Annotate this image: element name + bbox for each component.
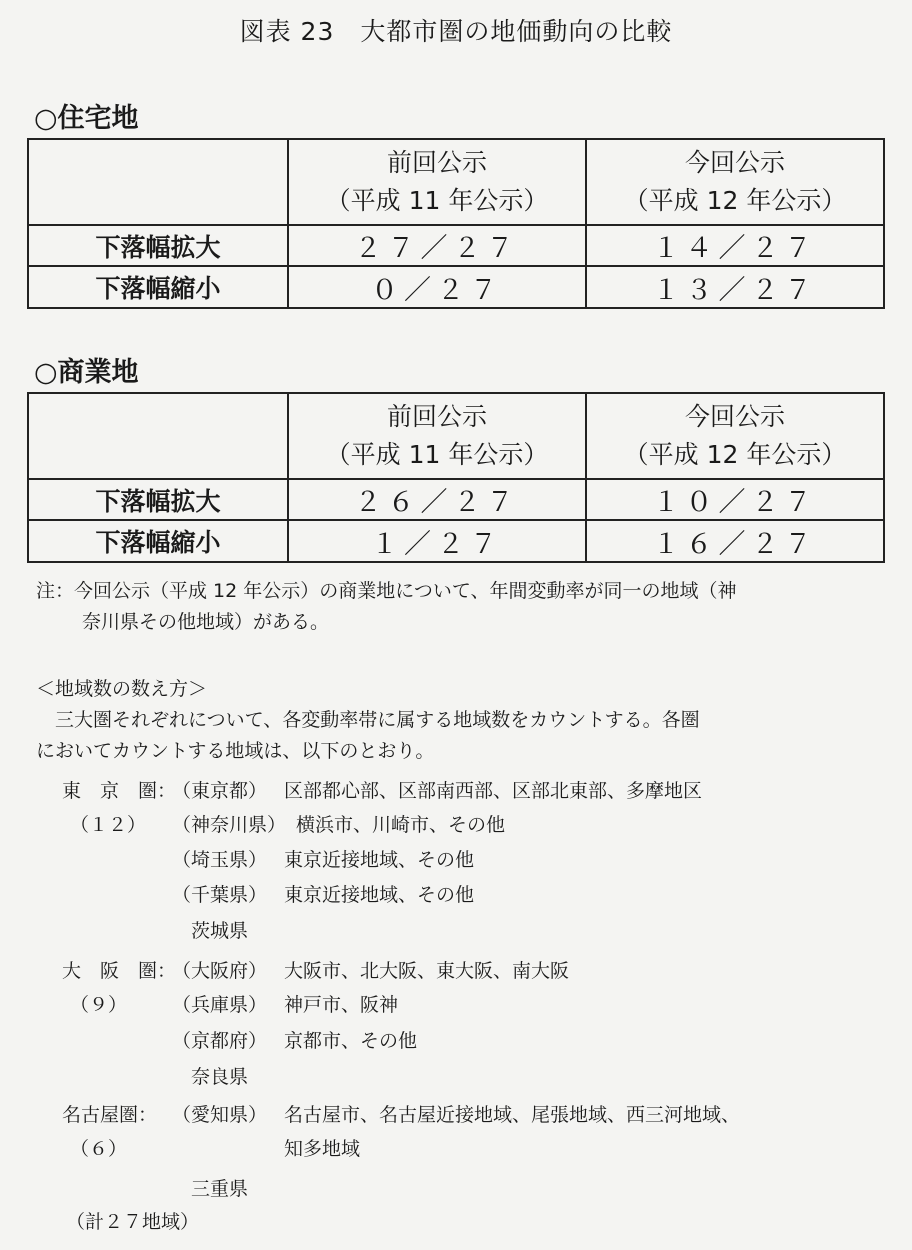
row-label: 下落幅縮小 bbox=[28, 520, 288, 562]
region-count-nagoya: （６） bbox=[70, 1138, 128, 1160]
areas: 区部都心部、区部南西部、区部北東部、多摩地区 bbox=[284, 780, 703, 802]
table-row bbox=[28, 479, 884, 520]
table-header-row bbox=[28, 393, 884, 479]
region-label-osaka: 大 阪 圏： bbox=[62, 960, 177, 982]
method-heading: ＜地域数の数え方＞ bbox=[36, 678, 208, 700]
region-total: （計２７地域） bbox=[66, 1211, 200, 1233]
value-current: １０／２７ bbox=[586, 479, 884, 520]
table-corner-cell bbox=[28, 139, 288, 225]
figure-title: 図表 23 大都市圏の地価動向の比較 bbox=[239, 17, 673, 46]
value-current: １４／２７ bbox=[586, 225, 884, 266]
prefecture: 奈良県 bbox=[172, 1066, 249, 1088]
prefecture: （神奈川県） bbox=[172, 814, 287, 836]
areas: 大阪市、北大阪、東大阪、南大阪 bbox=[284, 960, 570, 982]
table-note bbox=[36, 576, 886, 638]
areas: 京都市、その他 bbox=[284, 1030, 418, 1052]
column-header-current: 今回公示 （平成 12 年公示） bbox=[586, 139, 884, 225]
prefecture: （埼玉県） bbox=[172, 849, 268, 871]
region-count-osaka: （９） bbox=[70, 994, 128, 1016]
row-label: 下落幅縮小 bbox=[28, 266, 288, 308]
table-row bbox=[28, 266, 884, 308]
table-row bbox=[28, 520, 884, 562]
value-current: １６／２７ bbox=[586, 520, 884, 562]
row-label: 下落幅拡大 bbox=[28, 479, 288, 520]
region-label-tokyo: 東 京 圏： bbox=[62, 780, 177, 802]
column-header-previous: 前回公示 （平成 11 年公示） bbox=[288, 393, 586, 479]
areas: 神戸市、阪神 bbox=[284, 994, 399, 1016]
column-header-current: 今回公示 （平成 12 年公示） bbox=[586, 393, 884, 479]
areas: 東京近接地域、その他 bbox=[284, 884, 475, 906]
commercial-table bbox=[27, 392, 885, 563]
row-label: 下落幅拡大 bbox=[28, 225, 288, 266]
value-previous: ２６／２７ bbox=[288, 479, 586, 520]
table-row bbox=[28, 225, 884, 266]
areas: 東京近接地域、その他 bbox=[284, 849, 475, 871]
value-current: １３／２７ bbox=[586, 266, 884, 308]
prefecture: 茨城県 bbox=[172, 920, 249, 942]
value-previous: ０／２７ bbox=[288, 266, 586, 308]
areas-continued: 知多地域 bbox=[284, 1138, 361, 1160]
column-header-previous: 前回公示 （平成 11 年公示） bbox=[288, 139, 586, 225]
value-previous: １／２７ bbox=[288, 520, 586, 562]
prefecture: （大阪府） bbox=[172, 960, 268, 982]
prefecture: （東京都） bbox=[172, 780, 268, 802]
value-previous: ２７／２７ bbox=[288, 225, 586, 266]
note-line-1: 注：今回公示（平成 12 年公示）の商業地について、年間変動率が同一の地域（神 bbox=[36, 580, 737, 602]
table-corner-cell bbox=[28, 393, 288, 479]
counting-method bbox=[36, 674, 886, 767]
method-paragraph-line-2: においてカウントする地域は、以下のとおり。 bbox=[36, 740, 435, 762]
prefecture: 三重県 bbox=[172, 1178, 249, 1200]
residential-table bbox=[27, 138, 885, 309]
prefecture: （兵庫県） bbox=[172, 994, 268, 1016]
prefecture: （愛知県） bbox=[172, 1104, 268, 1126]
commercial-heading: ○商業地 bbox=[34, 357, 139, 388]
prefecture: （京都府） bbox=[172, 1030, 268, 1052]
areas: 横浜市、川崎市、その他 bbox=[296, 814, 506, 836]
prefecture: （千葉県） bbox=[172, 884, 268, 906]
region-label-nagoya: 名古屋圏： bbox=[62, 1104, 158, 1126]
areas: 名古屋市、名古屋近接地域、尾張地域、西三河地域、 bbox=[284, 1104, 741, 1126]
residential-heading: ○住宅地 bbox=[34, 103, 139, 134]
table-header-row bbox=[28, 139, 884, 225]
note-line-2: 奈川県その他地域）がある。 bbox=[82, 611, 330, 633]
method-paragraph-line-1: 三大圏それぞれについて、各変動率帯に属する地域数をカウントする。各圏 bbox=[55, 709, 700, 731]
region-count-tokyo: （１２） bbox=[70, 814, 147, 836]
